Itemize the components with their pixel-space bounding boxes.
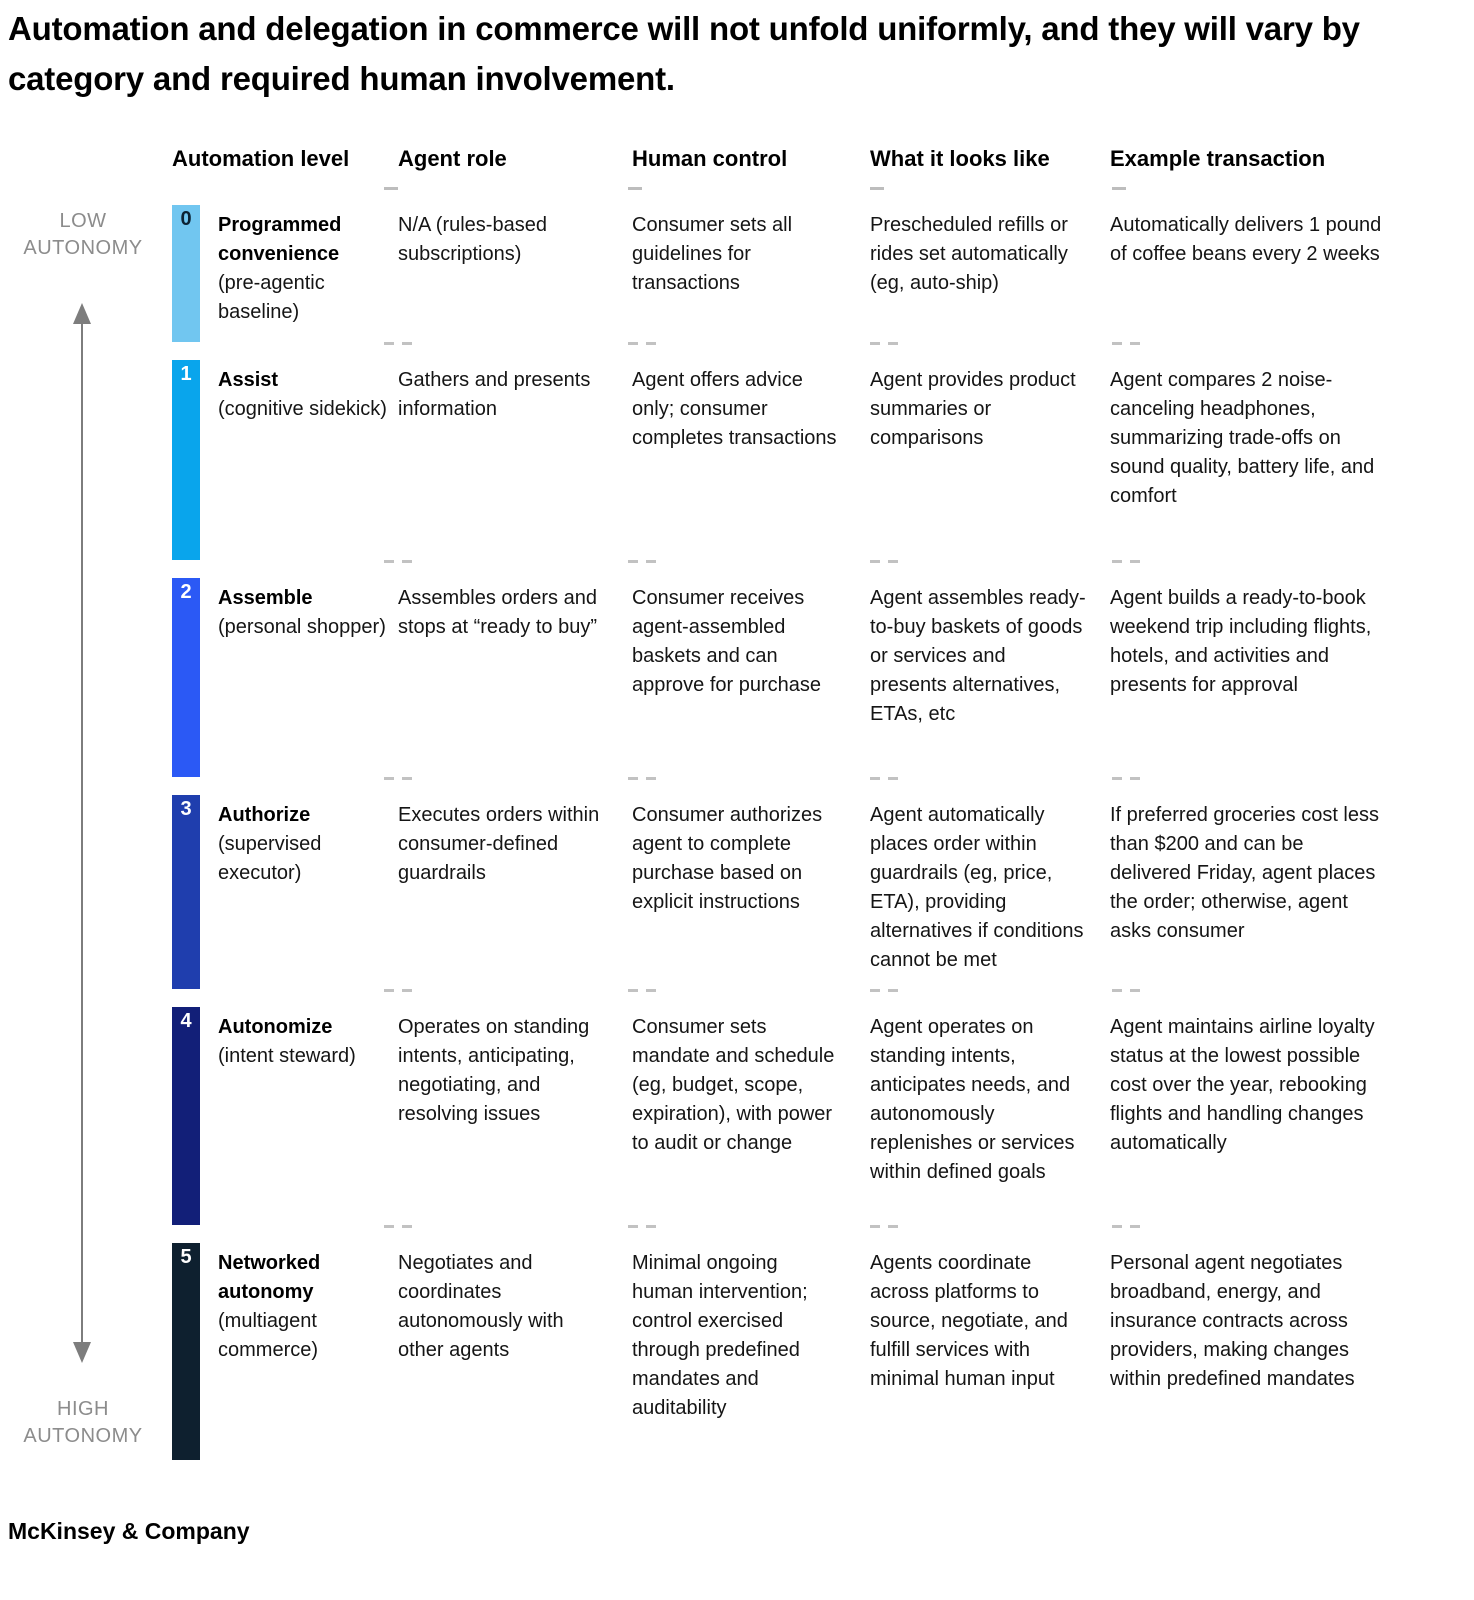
row-separator-dash xyxy=(870,1225,898,1228)
row-separator-dash xyxy=(1112,1225,1140,1228)
row-separator-dash xyxy=(384,777,412,780)
level-number-badge: 2 xyxy=(180,581,192,603)
human-control-cell: Consumer sets all guidelines for transactions xyxy=(632,214,793,294)
example-transaction-cell: Agent compares 2 noise-canceling headphones, summarizing trade-offs on sound quality, battery life, and comfort xyxy=(1110,369,1375,507)
table-row xyxy=(172,187,1408,342)
row-separator-dash xyxy=(1112,342,1140,345)
agent-role-cell: N/A (rules-based subscriptions) xyxy=(398,214,547,265)
axis-low-line1: LOW xyxy=(59,210,107,232)
autonomy-arrow xyxy=(73,303,91,1363)
level-name-cell xyxy=(200,1243,398,1460)
level-name-cell xyxy=(200,1007,398,1225)
axis-low-line2: AUTONOMY xyxy=(23,237,143,259)
autonomy-level-bar xyxy=(172,205,200,342)
example-transaction-cell: Automatically delivers 1 pound of coffee beans every 2 weeks xyxy=(1110,214,1382,265)
autonomy-bar-cell xyxy=(172,795,200,989)
level-name-cell xyxy=(200,360,398,560)
level-name-cell xyxy=(200,795,398,989)
level-name: Assist xyxy=(218,369,279,391)
autonomy-bar-cell xyxy=(172,360,200,560)
level-subtitle: (personal shopper) xyxy=(218,616,386,638)
human-control-cell: Consumer authorizes agent to complete purchase based on explicit instructions xyxy=(632,804,823,913)
row-separator-dash xyxy=(628,777,656,780)
row-separator-dash xyxy=(870,777,898,780)
row-separator-dash xyxy=(628,989,656,992)
row-separator-dash xyxy=(870,187,884,190)
row-separator-dash xyxy=(384,560,412,563)
what-it-looks-like-cell: Agent assembles ready-to-buy baskets of goods or services and presents alternatives, ETAs, etc xyxy=(870,587,1086,725)
human-control-cell: Consumer receives agent-assembled baskets and can approve for purchase xyxy=(632,587,822,696)
arrow-down-icon xyxy=(73,1342,91,1363)
row-separator-dash xyxy=(1112,187,1126,190)
axis-high-line1: HIGH xyxy=(57,1398,109,1420)
agent-role-cell: Gathers and presents information xyxy=(398,369,591,420)
row-separator-dash xyxy=(628,342,656,345)
what-it-looks-like-cell: Agents coordinate across platforms to source, negotiate, and fulfill services with minimal human input xyxy=(870,1252,1068,1390)
agent-role-cell: Executes orders within consumer-defined guardrails xyxy=(398,804,600,884)
example-transaction-cell: If preferred groceries cost less than $200 and can be delivered Friday, agent places the order; otherwise, agent asks consumer xyxy=(1110,804,1379,942)
human-control-cell: Consumer sets mandate and schedule (eg, budget, scope, expiration), with power to audit or change xyxy=(632,1016,835,1154)
column-header-human-control: Human control xyxy=(632,146,788,171)
autonomy-axis xyxy=(0,0,166,1600)
agent-role-cell: Assembles orders and stops at “ready to buy” xyxy=(398,587,597,638)
agent-role-cell: Operates on standing intents, anticipating, negotiating, and resolving issues xyxy=(398,1016,590,1125)
column-header-agent-role: Agent role xyxy=(398,146,507,171)
human-control-cell: Agent offers advice only; consumer completes transactions xyxy=(632,369,837,449)
level-number-badge: 0 xyxy=(180,208,192,230)
level-subtitle: (supervised executor) xyxy=(218,833,322,884)
level-number-badge: 3 xyxy=(180,798,192,820)
level-number-badge: 1 xyxy=(180,363,192,385)
column-header-example-transaction: Example transaction xyxy=(1110,146,1326,171)
page-title: Automation and delegation in commerce will not unfold uniformly, and they will vary by category and required human involvement. xyxy=(8,10,1360,97)
table-row xyxy=(172,777,1408,989)
column-header-automation-level: Automation level xyxy=(172,146,350,171)
what-it-looks-like-cell: Prescheduled refills or rides set automatically (eg, auto-ship) xyxy=(870,214,1068,294)
example-transaction-cell: Agent maintains airline loyalty status at the lowest possible cost over the year, rebooking flights and handling changes automatically xyxy=(1110,1016,1375,1154)
row-separator-dash xyxy=(628,560,656,563)
autonomy-bar-cell xyxy=(172,1007,200,1225)
autonomy-level-bar xyxy=(172,360,200,560)
what-it-looks-like-cell: Agent provides product summaries or comparisons xyxy=(870,369,1076,449)
level-name: Networked autonomy xyxy=(218,1252,321,1303)
row-separator-dash xyxy=(870,989,898,992)
example-transaction-cell: Agent builds a ready-to-book weekend trip including flights, hotels, and activities and presents for approval xyxy=(1110,587,1372,696)
level-name: Programmed convenience xyxy=(218,214,342,265)
what-it-looks-like-cell: Agent automatically places order within guardrails (eg, price, ETA), providing alternatives if conditions cannot be met xyxy=(870,804,1084,971)
level-name: Authorize xyxy=(218,804,311,826)
level-name-cell xyxy=(200,578,398,777)
automation-levels-table xyxy=(172,146,1408,1460)
arrow-shaft xyxy=(81,324,83,1342)
brand-wordmark: McKinsey & Company xyxy=(8,1518,250,1544)
table-header-row xyxy=(172,146,1408,172)
row-separator-dash xyxy=(384,187,398,190)
row-separator-dash xyxy=(384,342,412,345)
level-subtitle: (intent steward) xyxy=(218,1045,356,1067)
axis-low-label xyxy=(0,208,166,262)
column-header-what-it-looks-like: What it looks like xyxy=(870,146,1050,171)
table-row xyxy=(172,989,1408,1225)
row-separator-dash xyxy=(1112,560,1140,563)
autonomy-level-bar xyxy=(172,1243,200,1460)
row-separator-dash xyxy=(384,989,412,992)
level-subtitle: (multiagent commerce) xyxy=(218,1310,319,1361)
human-control-cell: Minimal ongoing human intervention; control exercised through predefined mandates and auditability xyxy=(632,1252,808,1419)
agent-role-cell: Negotiates and coordinates autonomously with other agents xyxy=(398,1252,564,1361)
row-separator-dash xyxy=(384,1225,412,1228)
example-transaction-cell: Personal agent negotiates broadband, energy, and insurance contracts across providers, making changes within predefined mandates xyxy=(1110,1252,1355,1390)
row-separator-dash xyxy=(628,187,642,190)
autonomy-bar-cell xyxy=(172,1243,200,1460)
level-subtitle: (cognitive sidekick) xyxy=(218,398,387,420)
axis-high-line2: AUTONOMY xyxy=(23,1425,143,1447)
axis-high-label xyxy=(0,1396,166,1450)
autonomy-bar-cell xyxy=(172,205,200,342)
what-it-looks-like-cell: Agent operates on standing intents, anticipates needs, and autonomously replenishes or services within defined goals xyxy=(870,1016,1075,1183)
autonomy-bar-cell xyxy=(172,578,200,777)
autonomy-level-bar xyxy=(172,795,200,989)
row-separator-dash xyxy=(870,560,898,563)
table-row xyxy=(172,342,1408,560)
arrow-up-icon xyxy=(73,303,91,324)
autonomy-level-bar xyxy=(172,1007,200,1225)
table-row xyxy=(172,1225,1408,1460)
level-name: Autonomize xyxy=(218,1016,333,1038)
level-name: Assemble xyxy=(218,587,313,609)
row-separator-dash xyxy=(870,342,898,345)
autonomy-level-bar xyxy=(172,578,200,777)
row-separator-dash xyxy=(1112,989,1140,992)
row-separator-dash xyxy=(628,1225,656,1228)
level-subtitle: (pre-agentic baseline) xyxy=(218,272,325,323)
level-number-badge: 4 xyxy=(180,1010,192,1032)
level-number-badge: 5 xyxy=(180,1246,192,1268)
row-separator-dash xyxy=(1112,777,1140,780)
table-row xyxy=(172,560,1408,777)
level-name-cell xyxy=(200,205,398,342)
